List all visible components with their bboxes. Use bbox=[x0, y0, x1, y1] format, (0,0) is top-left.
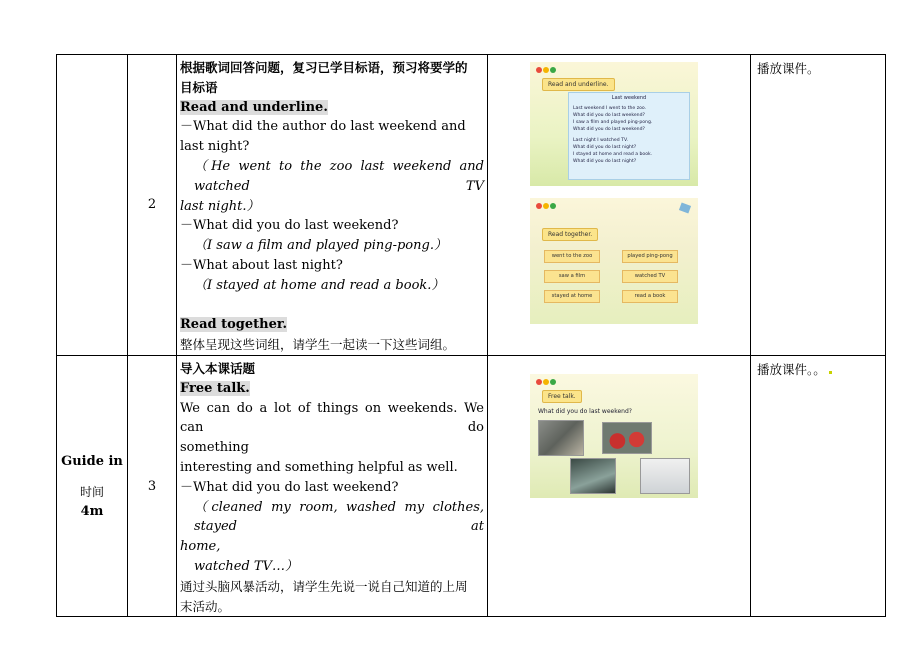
slide-tag: Free talk. bbox=[542, 390, 582, 403]
answer-line-1: （cleaned my room, washed my clothes, stayed at bbox=[194, 499, 484, 535]
passage-line: I stayed at home and read a book. bbox=[573, 152, 653, 157]
answer-line-2: home, bbox=[180, 539, 221, 555]
stage-cell bbox=[57, 355, 128, 616]
stage-name: Guide in bbox=[61, 453, 123, 469]
passage-line: Last weekend I went to the zoo. bbox=[573, 106, 647, 111]
answer-line-3: watched TV…） bbox=[194, 558, 298, 574]
activity-heading-cont: 目标语 bbox=[180, 79, 218, 95]
kite-icon bbox=[679, 203, 691, 214]
question-1: －What did you do last weekend? bbox=[180, 479, 399, 495]
photo-room bbox=[538, 420, 584, 456]
paragraph-line-3: interesting and something helpful as well. bbox=[180, 459, 458, 475]
remark-cell bbox=[751, 355, 886, 616]
step-number: 3 bbox=[128, 355, 177, 616]
paragraph-line-2: something bbox=[180, 440, 249, 456]
passage-line: Last night I watched TV. bbox=[573, 138, 628, 143]
section-title-free-talk: Free talk. bbox=[180, 380, 250, 396]
time-value: 4m bbox=[80, 503, 104, 519]
slide-read-together bbox=[530, 198, 698, 324]
passage-line: What did you do last weekend? bbox=[573, 113, 645, 118]
remark-cell: 播放课件。 bbox=[751, 55, 886, 356]
time-label: 时间 bbox=[79, 484, 104, 499]
lesson-plan-table bbox=[56, 54, 886, 617]
phrase-card: saw a film bbox=[544, 270, 600, 283]
logo-icon bbox=[536, 66, 557, 76]
answer-1-line-1: （He went to the zoo last weekend and watched TV bbox=[194, 158, 484, 194]
section-title-read-together: Read together. bbox=[180, 317, 288, 333]
passage-line: What did you do last night? bbox=[573, 145, 637, 150]
remark-text: 播放课件。。 bbox=[757, 361, 826, 377]
teaching-note-line-1: 通过头脑风暴活动，请学生先说一说自己知道的上周 bbox=[180, 578, 468, 594]
photo-bumper-cars bbox=[602, 422, 652, 454]
yellow-dot bbox=[829, 371, 832, 374]
slide-free-talk bbox=[530, 374, 698, 498]
passage-line: I saw a film and played ping-pong. bbox=[573, 120, 653, 125]
section-title-read-underline: Read and underline. bbox=[180, 99, 328, 115]
question-3: －What about last night? bbox=[180, 257, 343, 273]
logo-icon bbox=[536, 378, 557, 388]
photo-washing bbox=[570, 458, 616, 494]
activity-heading: 根据歌词回答问题，复习已学目标语，预习将要学的 bbox=[180, 60, 468, 75]
passage-line: What did you do last weekend? bbox=[573, 127, 645, 132]
photo-laundry bbox=[640, 458, 690, 494]
activity-heading: 导入本课话题 bbox=[180, 360, 256, 376]
slide-tag: Read together. bbox=[542, 228, 598, 241]
slide-question: What did you do last weekend? bbox=[538, 408, 632, 415]
passage-line: What did you do last night? bbox=[573, 159, 637, 164]
paragraph-line-1: We can do a lot of things on weekends. We can do bbox=[180, 400, 484, 436]
step-number: 2 bbox=[128, 55, 177, 356]
question-2: －What did you do last weekend? bbox=[180, 218, 399, 234]
teaching-note-line-2: 末活动。 bbox=[180, 598, 231, 614]
phrase-card: read a book bbox=[622, 290, 678, 303]
stage-cell bbox=[57, 55, 128, 356]
phrase-card: played ping-pong bbox=[622, 250, 678, 263]
slide-tag: Read and underline. bbox=[542, 78, 615, 91]
answer-1-line-2: last night.） bbox=[180, 198, 260, 214]
table-row bbox=[57, 55, 886, 356]
table-row bbox=[57, 355, 886, 616]
answer-3: （I stayed at home and read a book.） bbox=[194, 277, 445, 293]
answer-2: （I saw a film and played ping-pong.） bbox=[194, 238, 447, 254]
phrase-card: went to the zoo bbox=[544, 250, 600, 263]
teaching-note: 整体呈现这些词组，请学生一起读一下这些词组。 bbox=[180, 337, 456, 353]
phrase-card: watched TV bbox=[622, 270, 678, 283]
passage-box bbox=[568, 92, 690, 180]
question-1: －What did the author do last weekend and last night? bbox=[180, 119, 466, 155]
logo-icon bbox=[536, 202, 557, 212]
passage-title: Last weekend bbox=[611, 95, 647, 101]
phrase-card: stayed at home bbox=[544, 290, 600, 303]
activity-cell bbox=[177, 55, 488, 356]
slide-read-underline bbox=[530, 62, 698, 186]
activity-cell bbox=[177, 355, 488, 616]
